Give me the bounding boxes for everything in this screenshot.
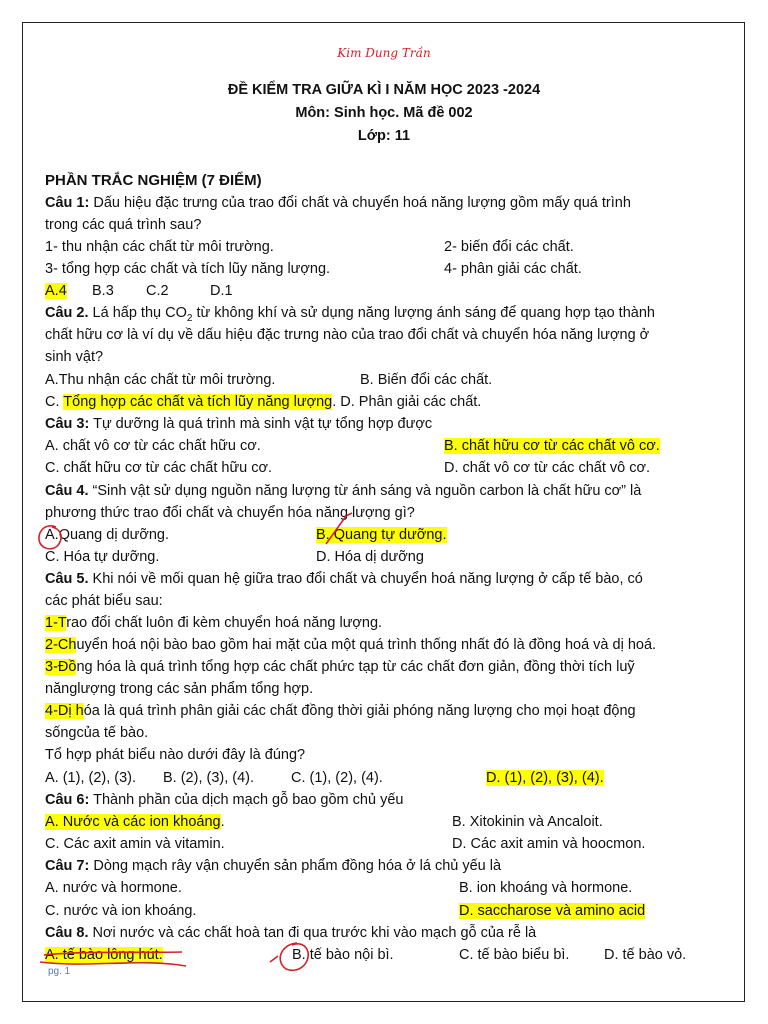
- q3-stem: [45, 413, 432, 435]
- exam-subject: Môn: Sinh học. Mã đề 002: [295, 105, 473, 121]
- q1-label: Câu 1:: [45, 195, 90, 211]
- q5-statement-4: [45, 700, 636, 722]
- q5-label: Câu 5.: [45, 571, 89, 587]
- q2-option-c-suffix: .: [332, 394, 337, 410]
- q5-statement-3-text: ng hóa là quá trình tổng hợp các chất phức tạp từ các chất đơn giản, đồng thời tích luỹ: [76, 659, 635, 675]
- q8-option-b: B. tế bào nội bì.: [292, 947, 394, 963]
- q8-option-a: [45, 944, 163, 966]
- q8-text: Nơi nước và các chất hoà tan đi qua trước khi vào mạch gỗ của rễ là: [88, 925, 537, 941]
- q1-stem-cont: trong các quá trình sau?: [45, 217, 202, 233]
- q4-text: “Sinh vật sử dụng nguồn năng lượng từ ánh sáng và nguồn carbon là chất hữu cơ” là: [88, 483, 642, 499]
- q4-option-c: C. Hóa tự dưỡng.: [45, 549, 160, 565]
- q4-option-b: [316, 524, 447, 546]
- q5-text: Khi nói về mối quan hệ giữa trao đổi chất và chuyển hoá năng lượng ở cấp tế bào, có: [88, 571, 643, 587]
- q2-subscript: 2: [186, 312, 193, 324]
- q5-ask: Tổ hợp phát biểu nào dưới đây là đúng?: [45, 747, 306, 763]
- q6-option-c: C. Các axit amin và vitamin.: [45, 836, 225, 852]
- q1-option-a: [45, 280, 67, 302]
- q5-statement-4-cont: sốngcủa tế bào.: [45, 725, 149, 741]
- signature: Kim Dung Trần: [337, 46, 431, 60]
- q5-statement-2-text: uyển hoá nội bào bao gồm hai mặt của một quá trình thống nhất đó là đồng hoá và dị hoá.: [76, 637, 657, 653]
- q6-stem: [45, 789, 403, 811]
- q5-option-b: B. (2), (3), (4).: [163, 770, 255, 786]
- q5-option-c: C. (1), (2), (4).: [291, 770, 383, 786]
- q5-statement-2: [45, 634, 656, 656]
- q8-option-d: D. tế bào vỏ.: [604, 947, 687, 963]
- q8-label: Câu 8.: [45, 925, 89, 941]
- q1-option-a-text: A.4: [45, 283, 67, 299]
- q3-label: Câu 3:: [45, 416, 90, 432]
- q1-item-1: 1- thu nhận các chất từ môi trường.: [45, 239, 274, 255]
- q6-option-a-suffix: .: [220, 814, 225, 830]
- q7-option-c: C. nước và ion khoáng.: [45, 903, 197, 919]
- q6-text: Thành phần của dịch mạch gỗ bao gồm chủ yếu: [89, 792, 404, 808]
- q7-stem: [45, 855, 501, 877]
- q7-text: Dòng mạch rây vận chuyển sản phẩm đồng hóa ở lá chủ yếu là: [89, 858, 502, 874]
- q6-option-a: [45, 811, 225, 833]
- q1-item-3: 3- tổng hợp các chất và tích lũy năng lượng.: [45, 261, 331, 277]
- q2-text-a: Lá hấp thụ CO: [88, 305, 187, 321]
- q3-option-d: D. chất vô cơ từ các chất vô cơ.: [444, 460, 651, 476]
- q5-statement-1-marker: 1-T: [45, 615, 67, 631]
- q6-label: Câu 6:: [45, 792, 90, 808]
- q2-stem-cont2: sinh vật?: [45, 349, 104, 365]
- q1-option-b: B.3: [92, 283, 114, 299]
- q1-item-4: 4- phân giải các chất.: [444, 261, 582, 277]
- q5-statement-1-text: rao đổi chất luôn đi kèm chuyển hoá năng lượng.: [66, 615, 383, 631]
- q2-stem-cont: chất hữu cơ là ví dụ về dấu hiệu đặc trưng nào của trao đổi chất và chuyển hóa năng lượng ở: [45, 327, 650, 343]
- q4-option-b-text: B. Quang tự dưỡng.: [316, 527, 447, 543]
- q6-option-d: D. Các axit amin và hoocmon.: [452, 836, 646, 852]
- q5-statement-3-cont: nănglượng trong các sản phẩm tổng hợp.: [45, 681, 314, 697]
- q2-option-c-prefix: C.: [45, 394, 64, 410]
- q7-option-a: A. nước và hormone.: [45, 880, 182, 896]
- q5-statement-3: [45, 656, 635, 678]
- q4-option-a: A.Quang dị dưỡng.: [45, 527, 170, 543]
- q2-option-c-d: [45, 391, 481, 413]
- q8-option-a-text: A. tế bào lông hút.: [45, 947, 163, 963]
- q3-text: Tự dưỡng là quá trình mà sinh vật tự tổng hợp được: [89, 416, 433, 432]
- q2-text-b: từ không khí và sử dụng năng lượng ánh sáng để quang hợp tạo thành: [192, 305, 655, 321]
- q5-stem-cont: các phát biểu sau:: [45, 593, 163, 609]
- q5-statement-3-marker: 3-Đồ: [45, 659, 77, 675]
- q2-option-a: A.Thu nhận các chất từ môi trường.: [45, 372, 276, 388]
- q4-label: Câu 4.: [45, 483, 89, 499]
- q5-statement-4-marker: 4-Dị h: [45, 703, 84, 719]
- q4-option-d: D. Hóa dị dưỡng: [316, 549, 424, 565]
- q1-text: Dấu hiệu đặc trưng của trao đổi chất và chuyển hoá năng lượng gồm mấy quá trình: [89, 195, 631, 211]
- q7-label: Câu 7:: [45, 858, 90, 874]
- q5-option-a: A. (1), (2), (3).: [45, 770, 137, 786]
- q1-item-2: 2- biến đổi các chất.: [444, 239, 574, 255]
- q5-statement-4-text: óa là quá trình phân giải các chất đồng thời giải phóng năng lượng cho mọi hoạt động: [83, 703, 636, 719]
- q3-option-a: A. chất vô cơ từ các chất hữu cơ.: [45, 438, 261, 454]
- q2-label: Câu 2.: [45, 305, 89, 321]
- q3-option-b: [444, 435, 660, 457]
- q3-option-c: C. chất hữu cơ từ các chất hữu cơ.: [45, 460, 273, 476]
- q2-option-d: D. Phân giải các chất.: [340, 394, 482, 410]
- q7-option-d-text: D. saccharose và amino acid: [459, 903, 646, 919]
- q5-option-d: [486, 767, 604, 789]
- q3-option-b-text: B. chất hữu cơ từ các chất vô cơ.: [444, 438, 660, 454]
- section-title: PHẦN TRẮC NGHIỆM (7 ĐIỂM): [45, 172, 262, 189]
- q2-option-b: B. Biến đổi các chất.: [360, 372, 493, 388]
- exam-grade: Lớp: 11: [357, 128, 411, 144]
- q1-option-d: D.1: [210, 283, 233, 299]
- q4-stem-cont: phương thức trao đổi chất và chuyển hóa năng lượng gì?: [45, 505, 415, 521]
- q6-option-b: B. Xitokinin và Ancaloit.: [452, 814, 603, 830]
- q4-stem: [45, 480, 641, 502]
- q1-stem: [45, 192, 631, 214]
- q7-option-b: B. ion khoáng và hormone.: [459, 880, 633, 896]
- q2-option-c-text: Tổng hợp các chất và tích lũy năng lượng: [63, 394, 333, 410]
- q1-option-c: C.2: [146, 283, 169, 299]
- q5-statement-1: [45, 612, 382, 634]
- q7-option-d: [459, 900, 645, 922]
- q8-stem: [45, 922, 536, 944]
- q8-option-c: C. tế bào biểu bì.: [459, 947, 570, 963]
- q5-statement-2-marker: 2-Ch: [45, 637, 77, 653]
- q6-option-a-text: A. Nước và các ion khoáng: [45, 814, 221, 830]
- page-number: pg. 1: [48, 966, 71, 977]
- q5-stem: [45, 568, 643, 590]
- exam-title: ĐỀ KIỂM TRA GIỮA KÌ I NĂM HỌC 2023 -2024: [227, 82, 541, 98]
- q5-option-d-text: D. (1), (2), (3), (4).: [486, 770, 604, 786]
